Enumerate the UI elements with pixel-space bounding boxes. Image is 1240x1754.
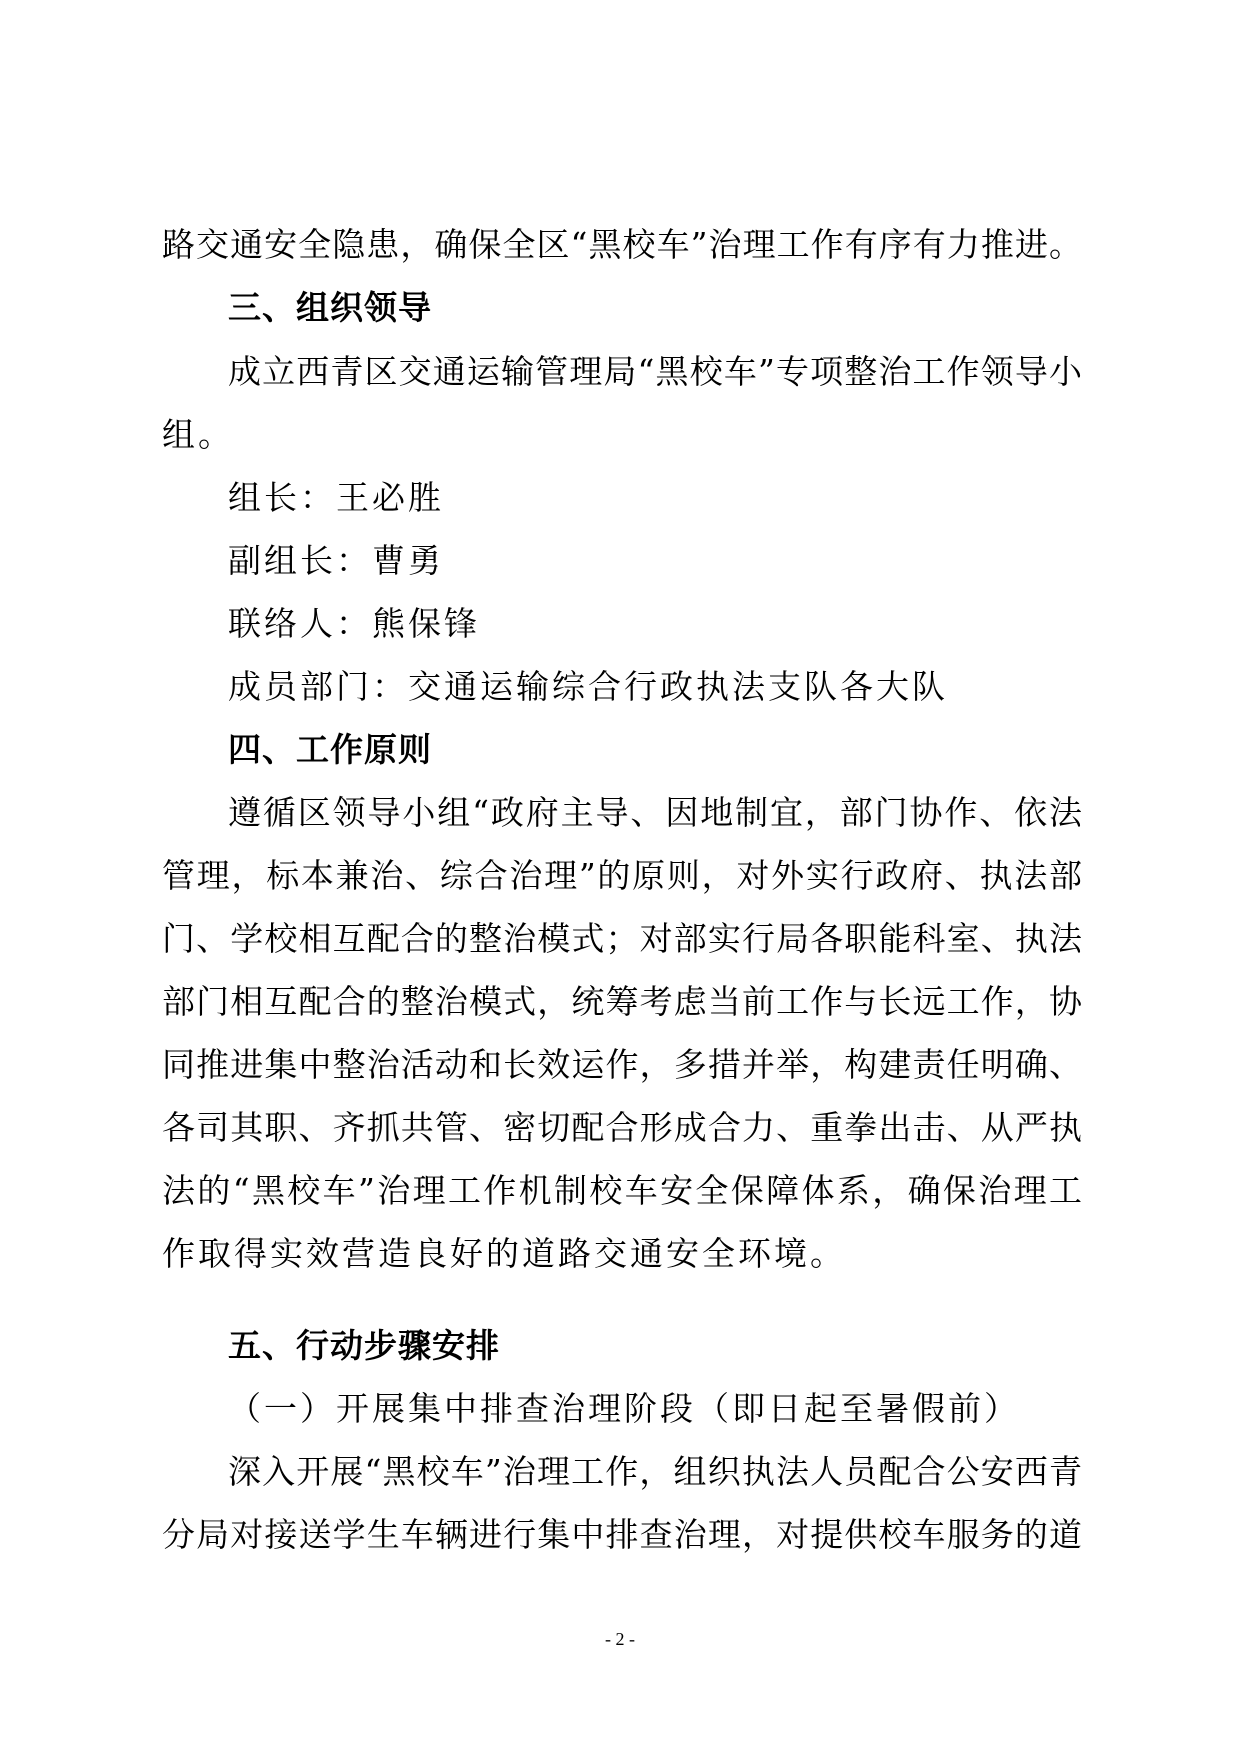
contact-person: 联络人：熊保锋 (228, 604, 480, 643)
paragraph-line: 组。 (162, 415, 234, 454)
team-leader: 组长：王必胜 (228, 478, 444, 517)
paragraph-line: 部门相互配合的整治模式，统筹考虑当前工作与长远工作，协 (162, 982, 1082, 1021)
deputy-team-leader: 副组长：曹勇 (228, 541, 444, 580)
paragraph-line: 管理，标本兼治、综合治理”的原则，对外实行政府、执法部 (162, 856, 1082, 895)
paragraph-line: 各司其职、齐抓共管、密切配合形成合力、重拳出击、从严执 (162, 1108, 1082, 1147)
section-heading-principles: 四、工作原则 (228, 730, 432, 769)
paragraph-line: 法的“黑校车”治理工作机制校车安全保障体系，确保治理工 (162, 1171, 1082, 1210)
paragraph-line: 遵循区领导小组“政府主导、因地制宜，部门协作、依法 (228, 793, 1082, 832)
section-heading-action-steps: 五、行动步骤安排 (228, 1326, 500, 1365)
section-heading-organization: 三、组织领导 (228, 288, 432, 327)
page-number: - 2 - (605, 1629, 635, 1649)
member-departments: 成员部门：交通运输综合行政执法支队各大队 (228, 667, 948, 706)
subsection-heading-phase-one: （一）开展集中排查治理阶段（即日起至暑假前） (228, 1389, 1020, 1428)
paragraph-line: 门、学校相互配合的整治模式；对部实行局各职能科室、执法 (162, 919, 1082, 958)
paragraph-line: 同推进集中整治活动和长效运作，多措并举，构建责任明确、 (162, 1045, 1082, 1084)
paragraph-line: 路交通安全隐患，确保全区“黑校车”治理工作有序有力推进。 (162, 225, 1082, 264)
paragraph-line: 成立西青区交通运输管理局“黑校车”专项整治工作领导小 (228, 352, 1082, 391)
paragraph-line: 作取得实效营造良好的道路交通安全环境。 (162, 1234, 846, 1273)
paragraph-line: 深入开展“黑校车”治理工作，组织执法人员配合公安西青 (228, 1452, 1082, 1491)
paragraph-line: 分局对接送学生车辆进行集中排查治理，对提供校车服务的道 (162, 1515, 1082, 1554)
